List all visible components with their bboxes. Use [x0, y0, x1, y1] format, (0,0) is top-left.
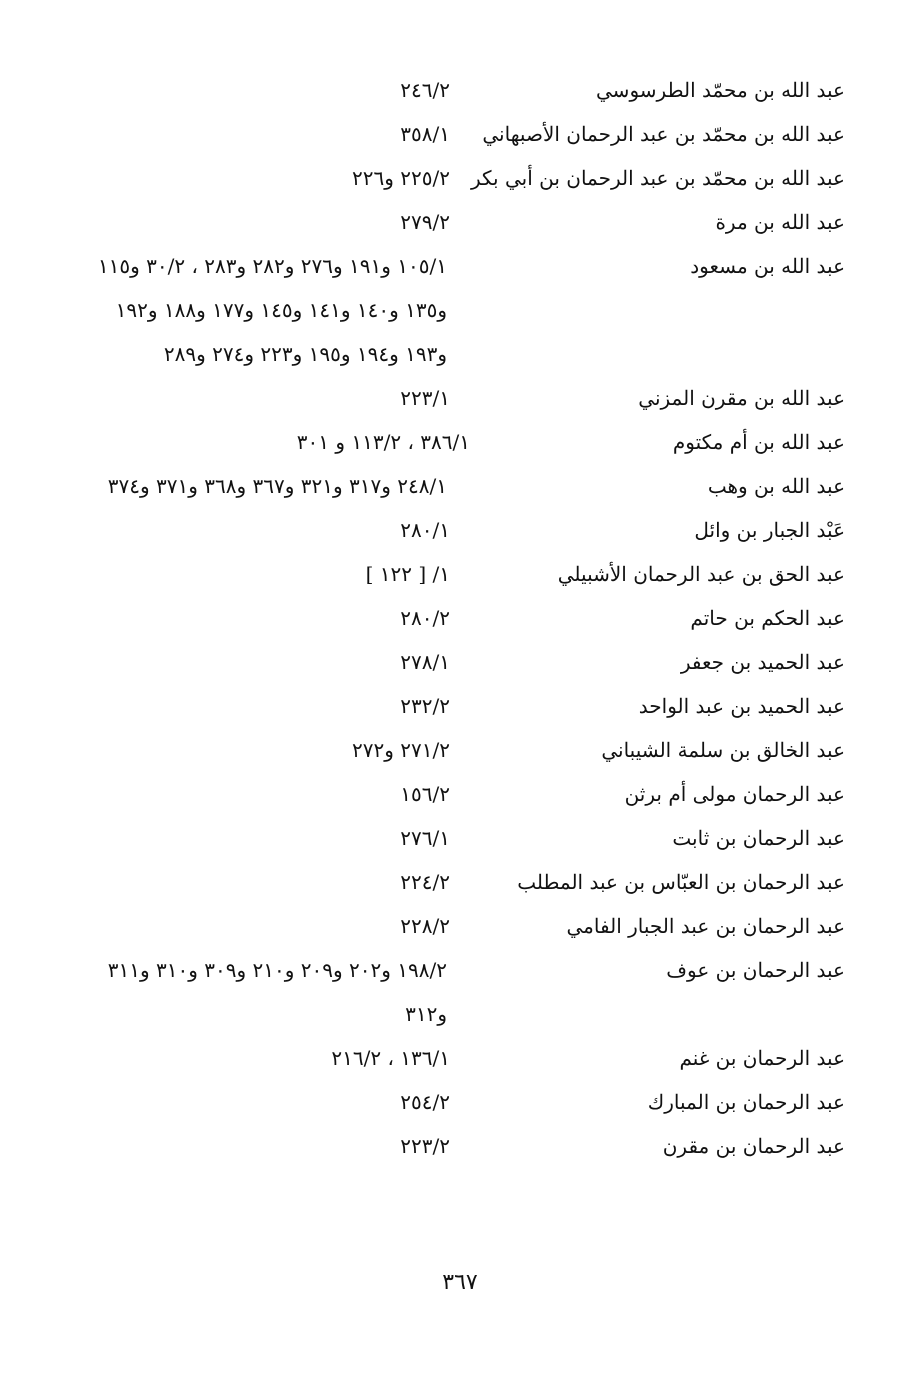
- index-entry: [70, 68, 845, 112]
- entry-name: عبد الرحمان مولى أم برثن: [624, 782, 845, 806]
- index-entry: [70, 684, 845, 728]
- index-entry: [70, 244, 845, 376]
- index-entry: [70, 816, 845, 860]
- entry-page-refs: ٢٤٦/٢: [400, 78, 450, 102]
- entry-page-refs: ٢٢٣/٢: [400, 1134, 450, 1158]
- page-number: ٣٦٧: [442, 1270, 478, 1295]
- entry-name: عبد الرحمان بن عوف: [666, 958, 845, 982]
- entry-page-refs: ٣٥٨/١: [400, 122, 450, 146]
- index-entry: [70, 1080, 845, 1124]
- index-entry: [70, 1036, 845, 1080]
- entry-name: عبد الرحمان بن مقرن: [662, 1134, 845, 1158]
- index-entry: [70, 376, 845, 420]
- entry-name: عبد الخالق بن سلمة الشيباني: [601, 738, 845, 762]
- index-entries-list: [70, 68, 845, 1168]
- entry-page-refs: ٢٧١/٢ و٢٧٢: [352, 738, 450, 762]
- entry-page-refs: ١/ [ ١٢٢ ]: [365, 562, 450, 586]
- entry-name: عبد الله بن مرة: [715, 210, 845, 234]
- entry-page-refs: ٣٨٦/١ ، ١١٣/٢ و ٣٠١: [296, 430, 470, 454]
- entry-page-refs: ٢٧٩/٢: [400, 210, 450, 234]
- index-entry: [70, 112, 845, 156]
- entry-name: عبد الرحمان بن العبّاس بن عبد المطلب: [517, 870, 845, 894]
- entry-name: عبد الرحمان بن عبد الجبار الفامي: [566, 914, 845, 938]
- index-entry: [70, 508, 845, 552]
- entry-page-refs: ٢٢٨/٢: [400, 914, 450, 938]
- index-entry: [70, 772, 845, 816]
- index-entry: [70, 420, 845, 464]
- entry-name: عبد الله بن محمّد الطرسوسي: [596, 78, 845, 102]
- entry-page-refs: ١٩٨/٢ و٢٠٢ و٢٠٩ و٢١٠ و٣٠٩ و٣١٠ و٣١١ و٣١٢: [107, 958, 447, 1026]
- entry-page-refs: ١٠٥/١ و١٩١ و٢٧٦ و٢٨٢ و٢٨٣ ، ٣٠/٢ و١١٥ و١٣٥ و١٤٠ و١٤١ و١٤٥ و١٧٧ و١٨٨ و١٩٢ و١٩٣ و١٩٤ و١٩٥ و٢٢٣ و٢٧٤ و٢٨٩: [97, 254, 447, 366]
- entry-page-refs: ٢٨٠/٢: [400, 606, 450, 630]
- entry-name: عبد الرحمان بن ثابت: [672, 826, 845, 850]
- entry-page-refs: ٢٧٨/١: [400, 650, 450, 674]
- entry-page-refs: ١٣٦/١ ، ٢١٦/٢: [331, 1046, 450, 1070]
- entry-name: عبد الله بن مسعود: [690, 254, 845, 278]
- index-entry: [70, 464, 845, 508]
- index-entry: [70, 904, 845, 948]
- entry-name: عبد الحكم بن حاتم: [690, 606, 845, 630]
- entry-name: عبد الحق بن عبد الرحمان الأشبيلي: [557, 562, 845, 586]
- entry-page-refs: ٢٢٥/٢ و٢٢٦: [352, 166, 450, 190]
- index-entry: [70, 200, 845, 244]
- entry-name: عَبْد الجبار بن وائل: [694, 518, 845, 542]
- entry-page-refs: ٢٧٦/١: [400, 826, 450, 850]
- index-entry: [70, 948, 845, 1036]
- entry-name: عبد الله بن مقرن المزني: [638, 386, 845, 410]
- entry-name: عبد الله بن محمّد بن عبد الرحمان الأصبهاني: [482, 122, 845, 146]
- index-entry: [70, 552, 845, 596]
- entry-name: عبد الحميد بن عبد الواحد: [638, 694, 845, 718]
- entry-name: عبد الحميد بن جعفر: [680, 650, 845, 674]
- entry-page-refs: ٢٣٢/٢: [400, 694, 450, 718]
- entry-name: عبد الرحمان بن المبارك: [647, 1090, 845, 1114]
- index-entry: [70, 728, 845, 772]
- entry-name: عبد الله بن محمّد بن عبد الرحمان بن أبي بكر: [470, 166, 845, 190]
- entry-page-refs: ٢٥٤/٢: [400, 1090, 450, 1114]
- index-entry: [70, 640, 845, 684]
- index-entry: [70, 596, 845, 640]
- index-entry: [70, 1124, 845, 1168]
- entry-page-refs: ٢٨٠/١: [400, 518, 450, 542]
- entry-page-refs: ١٥٦/٢: [400, 782, 450, 806]
- entry-name: عبد الرحمان بن غنم: [679, 1046, 845, 1070]
- entry-page-refs: ٢٢٤/٢: [400, 870, 450, 894]
- index-entry: [70, 156, 845, 200]
- index-entry: [70, 860, 845, 904]
- entry-name: عبد الله بن أم مكتوم: [672, 430, 845, 454]
- entry-page-refs: ٢٢٣/١: [400, 386, 450, 410]
- entry-name: عبد الله بن وهب: [707, 474, 845, 498]
- entry-page-refs: ٢٤٨/١ و٣١٧ و٣٢١ و٣٦٧ و٣٦٨ و٣٧١ و٣٧٤: [107, 474, 447, 498]
